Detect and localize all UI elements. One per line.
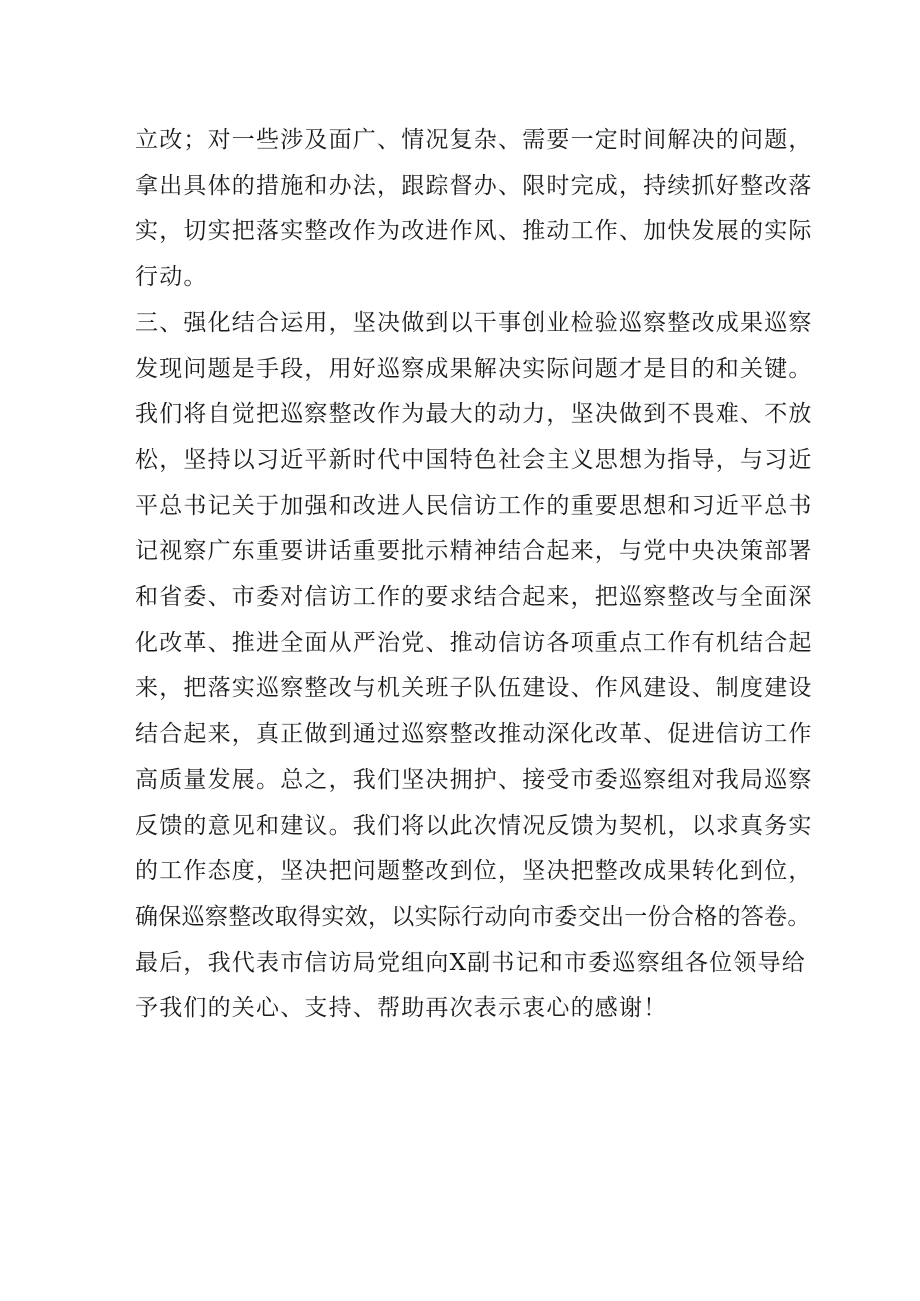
text-line: 的工作态度，坚决把问题整改到位，坚决把整改成果转化到位， [135, 858, 813, 885]
text-line: 实，切实把落实整改作为改进作风、推动工作、加快发展的实际 [135, 218, 813, 245]
text-line: 记视察广东重要讲话重要批示精神结合起来，与党中央决策部署 [135, 538, 813, 565]
text-line: 确保巡察整改取得实效，以实际行动向市委交出一份合格的答卷。 [135, 903, 811, 930]
text-line: 立改；对一些涉及面广、情况复杂、需要一定时间解决的问题， [135, 127, 813, 153]
text-line: 和省委、市委对信访工作的要求结合起来，把巡察整改与全面深 [135, 584, 813, 611]
text-line: 来，把落实巡察整改与机关班子队伍建设、作风建设、制度建设 [135, 675, 813, 702]
body-text [135, 118, 815, 1032]
text-line: 拿出具体的措施和办法，跟踪督办、限时完成，持续抓好整改落 [135, 172, 813, 199]
text-line: 反馈的意见和建议。我们将以此次情况反馈为契机，以求真务实 [135, 812, 813, 839]
text-line: 平总书记关于加强和改进人民信访工作的重要思想和习近平总书 [135, 492, 813, 519]
closing-line: 予我们的关心、支持、帮助再次表示衷心的感谢！ [135, 995, 668, 1022]
text-line: 松，坚持以习近平新时代中国特色社会主义思想为指导，与习近 [135, 446, 813, 473]
text-line: 行动。 [135, 264, 208, 291]
text-line: 化改革、推进全面从严治党、推动信访各项重点工作有机结合起 [135, 629, 813, 656]
text-line: 结合起来，真正做到通过巡察整改推动深化改革、促进信访工作 [135, 721, 813, 748]
text-line: 高质量发展。总之，我们坚决拥护、接受市委巡察组对我局巡察 [135, 766, 813, 793]
text-line: 发现问题是手段，用好巡察成果解决实际问题才是目的和关键。 [135, 355, 813, 382]
text-line: 最后，我代表市信访局党组向X副书记和市委巡察组各位领导给 [135, 949, 806, 976]
section-heading-line: 三、强化结合运用，坚决做到以干事创业检验巡察整改成果巡察 [135, 309, 813, 336]
text-line: 我们将自觉把巡察整改作为最大的动力，坚决做到不畏难、不放 [135, 401, 813, 428]
